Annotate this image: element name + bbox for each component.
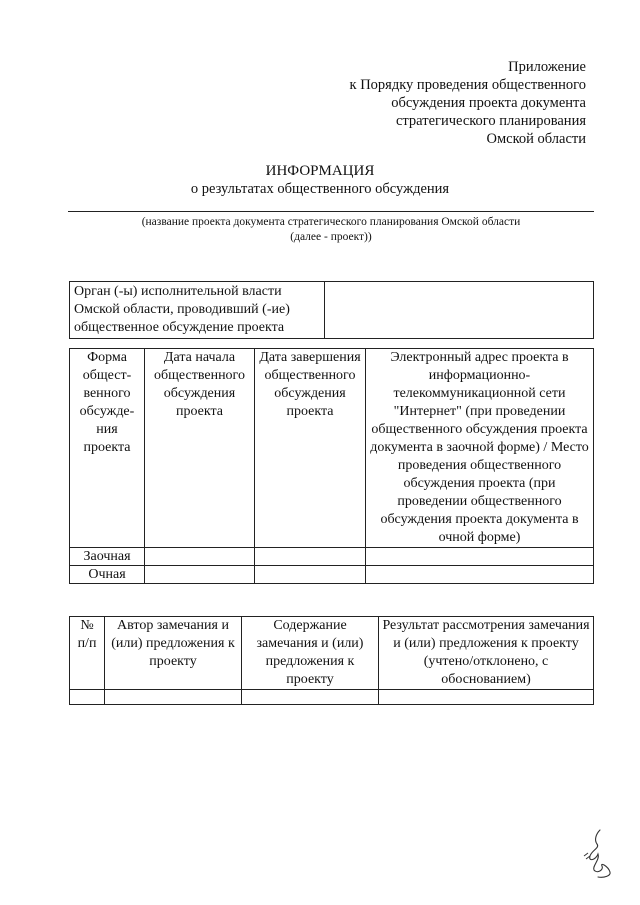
header-content: Содержание замечания и (или) предложения к проекту bbox=[242, 617, 379, 690]
appendix-line-5: Омской области bbox=[486, 131, 586, 147]
project-name-caption-line-1: (название проекта документа стратегического планирования Омской области bbox=[141, 216, 521, 228]
header-address: Электронный адрес проекта в информационно-телекоммуникационной сети "Интернет" (при проведении общественного обсуждения проекта документа в заочной форме) / Место проведения общественного обсуждения проекта (при проведении общественного обсуждения проекта документа в очной форме) bbox=[366, 349, 594, 548]
table-cell bbox=[379, 690, 594, 705]
header-result: Результат рассмотрения замечания и (или) предложения к проекту (учтено/отклонено, с обоснованием) bbox=[379, 617, 594, 690]
appendix-line-4: стратегического планирования bbox=[395, 113, 586, 129]
project-name-caption bbox=[68, 215, 594, 245]
table-row bbox=[70, 566, 594, 584]
table-cell bbox=[242, 690, 379, 705]
table-cell bbox=[105, 690, 242, 705]
header-form: Форма общест-венного обсужде-ния проекта bbox=[70, 349, 145, 548]
organ-table bbox=[69, 281, 594, 339]
organ-row bbox=[70, 282, 594, 339]
organ-label: Орган (-ы) исполнительной власти Омской области, проводивший (-ие) общественное обсуждение проекта bbox=[70, 282, 325, 339]
table-cell bbox=[366, 566, 594, 584]
header-start-date: Дата начала общественного обсуждения проекта bbox=[145, 349, 255, 548]
appendix-line-3: обсуждения проекта документа bbox=[391, 95, 586, 111]
project-name-line bbox=[68, 211, 594, 212]
remarks-table bbox=[69, 616, 594, 705]
table-cell bbox=[255, 548, 366, 566]
row-label-zaochnaya: Заочная bbox=[70, 548, 145, 566]
document-subtitle: о результатах общественного обсуждения bbox=[190, 181, 450, 197]
table-cell bbox=[70, 690, 105, 705]
table-row bbox=[70, 690, 594, 705]
form-header-row bbox=[70, 349, 594, 548]
header-author: Автор замечания и (или) предложения к проекту bbox=[105, 617, 242, 690]
organ-value bbox=[325, 282, 594, 339]
header-end-date: Дата завершения общественного обсуждения проекта bbox=[255, 349, 366, 548]
appendix-heading bbox=[350, 58, 586, 148]
remarks-header-row bbox=[70, 617, 594, 690]
row-label-ochnaya: Очная bbox=[70, 566, 145, 584]
signature-mark bbox=[578, 826, 618, 882]
table-cell bbox=[366, 548, 594, 566]
discussion-form-table bbox=[69, 348, 594, 584]
document-title: ИНФОРМАЦИЯ bbox=[265, 163, 375, 179]
table-cell bbox=[255, 566, 366, 584]
appendix-line-1: Приложение bbox=[508, 59, 586, 75]
appendix-line-2: к Порядку проведения общественного bbox=[349, 77, 586, 93]
project-name-caption-line-2: (далее - проект)) bbox=[290, 231, 372, 243]
table-cell bbox=[145, 548, 255, 566]
table-cell bbox=[145, 566, 255, 584]
header-number: № п/п bbox=[70, 617, 105, 690]
table-row bbox=[70, 548, 594, 566]
